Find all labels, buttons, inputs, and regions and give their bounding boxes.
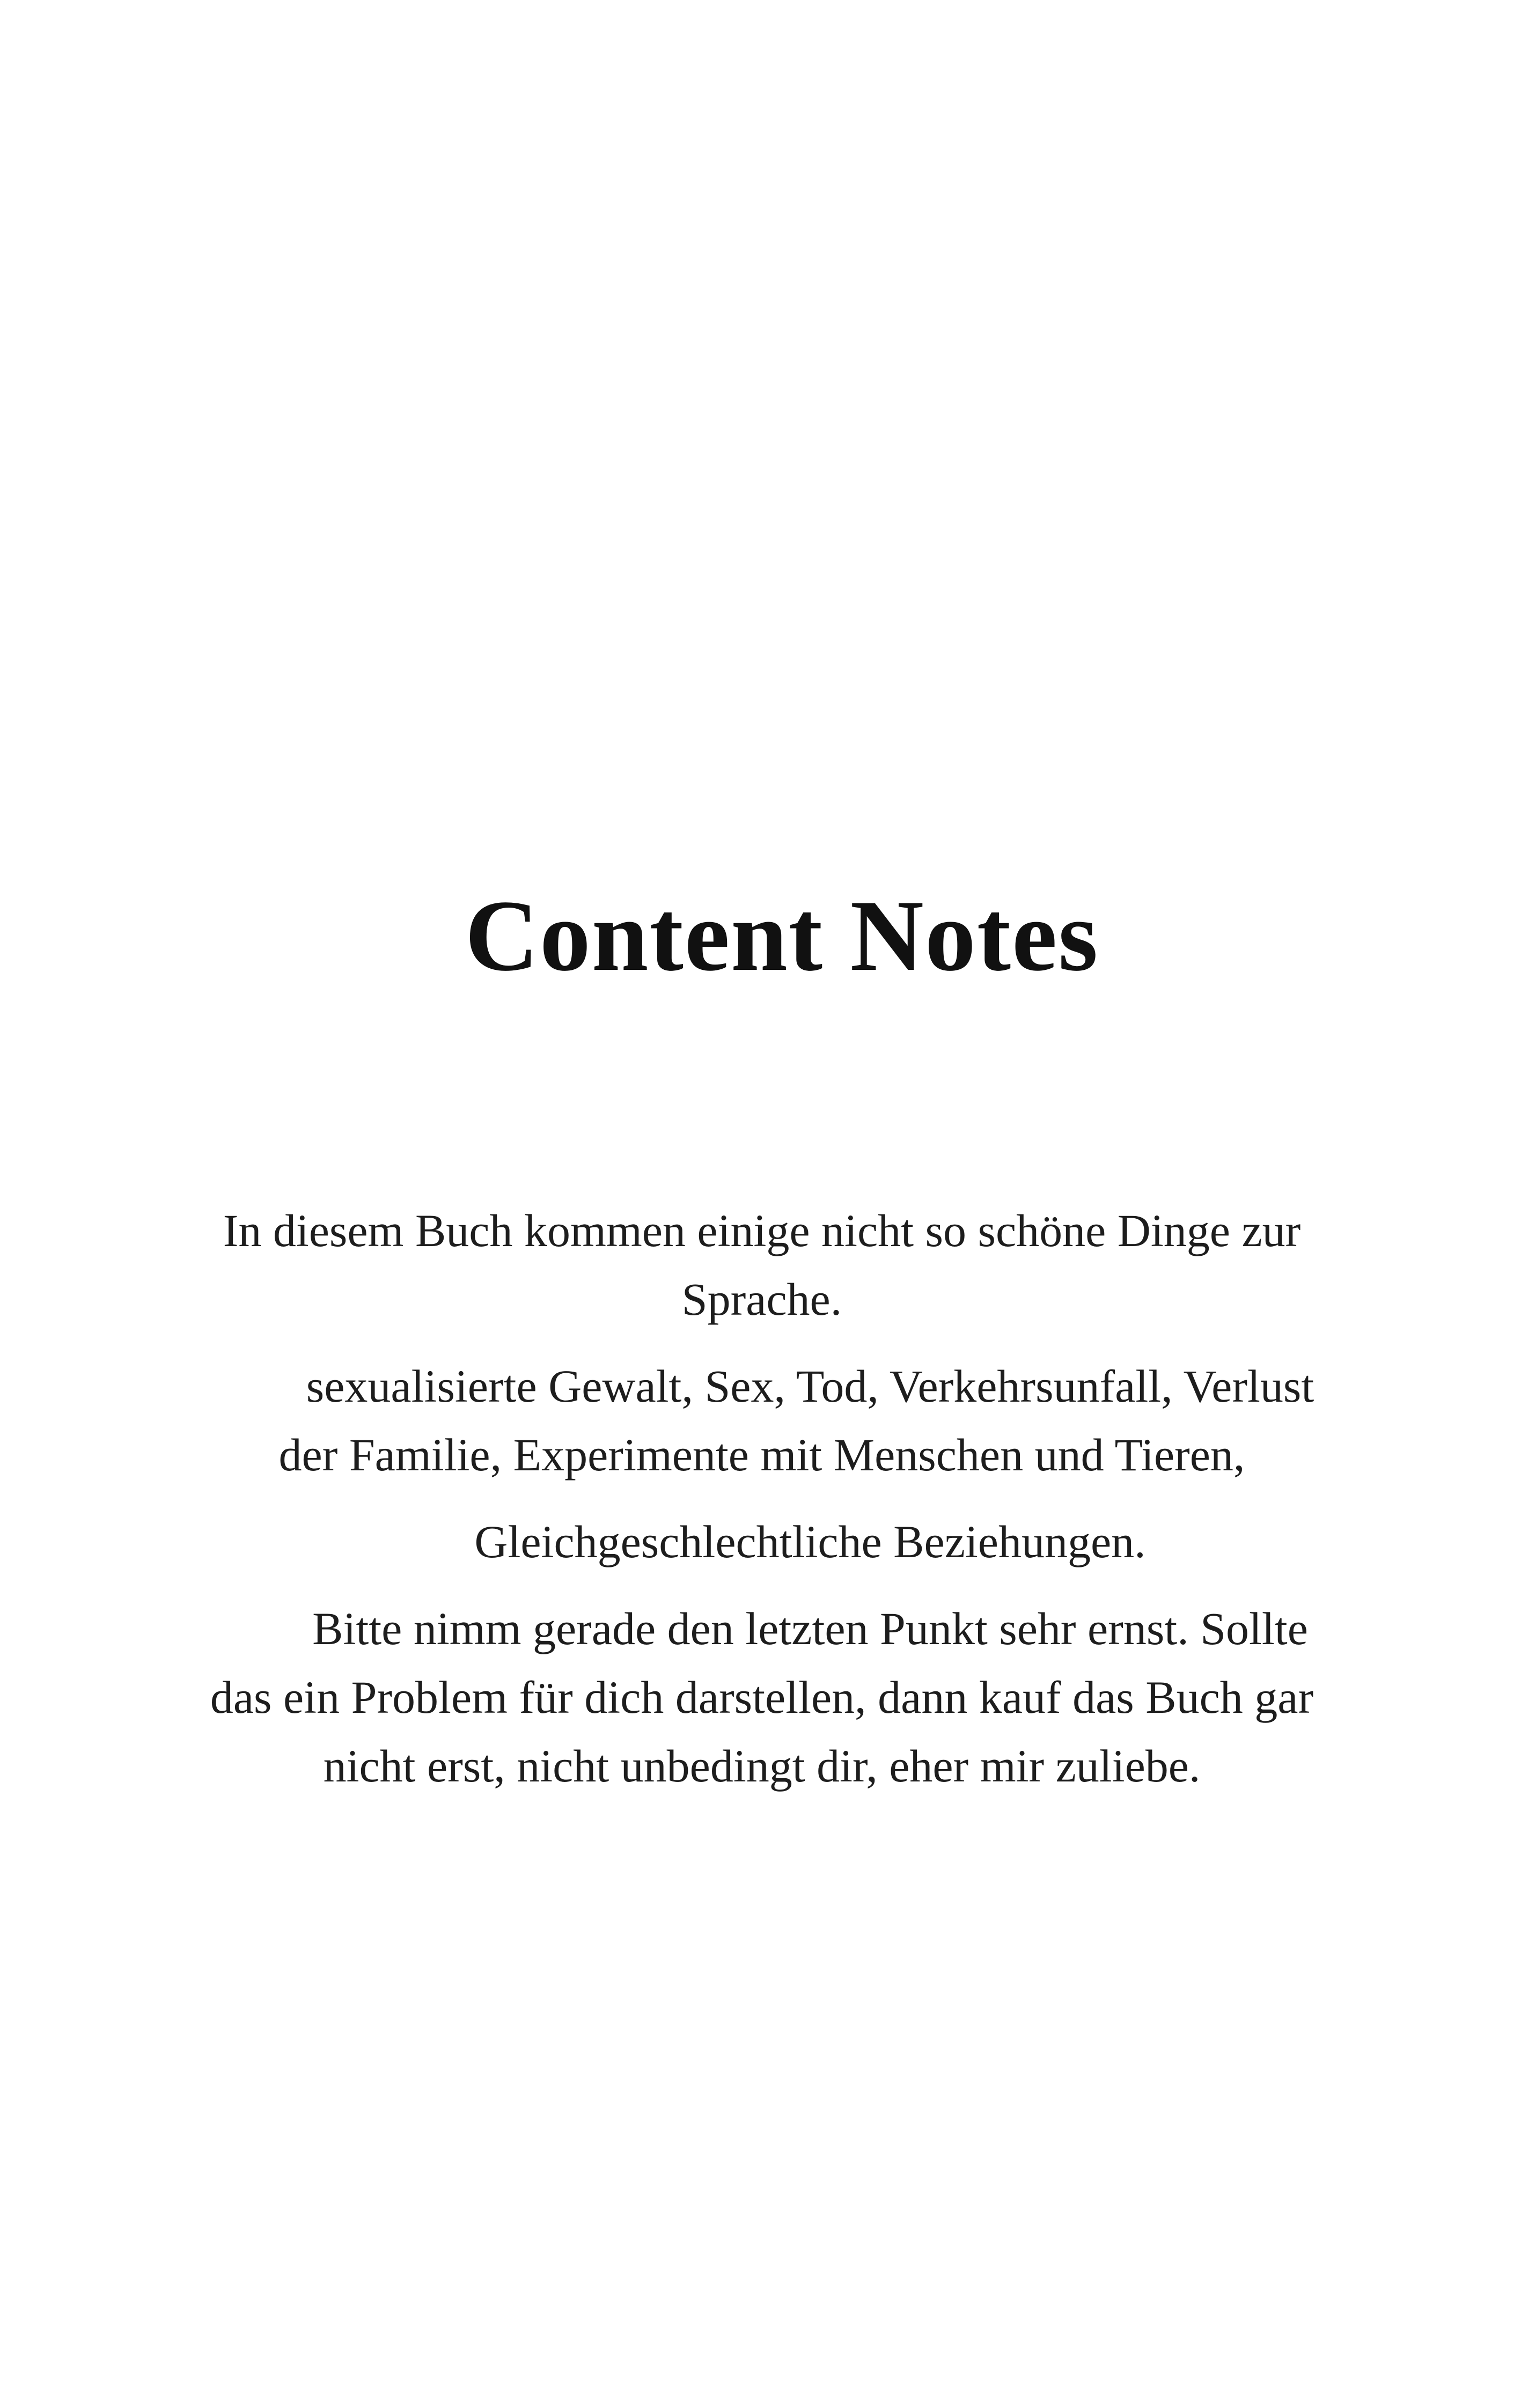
page-title: Content Notes bbox=[465, 880, 1099, 992]
topics-paragraph: sexualisierte Gewalt, Sex, Tod, Verkehrsunfall, Verlust der Familie, Experimente mit Menschen und Tieren, bbox=[278, 1360, 1314, 1481]
relationships-paragraph: Gleichgeschlechtliche Beziehungen. bbox=[474, 1516, 1146, 1567]
intro-paragraph: In diesem Buch kommen einige nicht so schöne Dinge zur Sprache. bbox=[223, 1205, 1301, 1325]
warning-paragraph: Bitte nimm gerade den letzten Punkt sehr ernst. Sollte das ein Problem für dich darstellen, dann kauf das Buch gar nicht erst, nicht unbedingt dir, eher mir zuliebe. bbox=[210, 1603, 1314, 1792]
content-notes-body bbox=[193, 1196, 1331, 1818]
